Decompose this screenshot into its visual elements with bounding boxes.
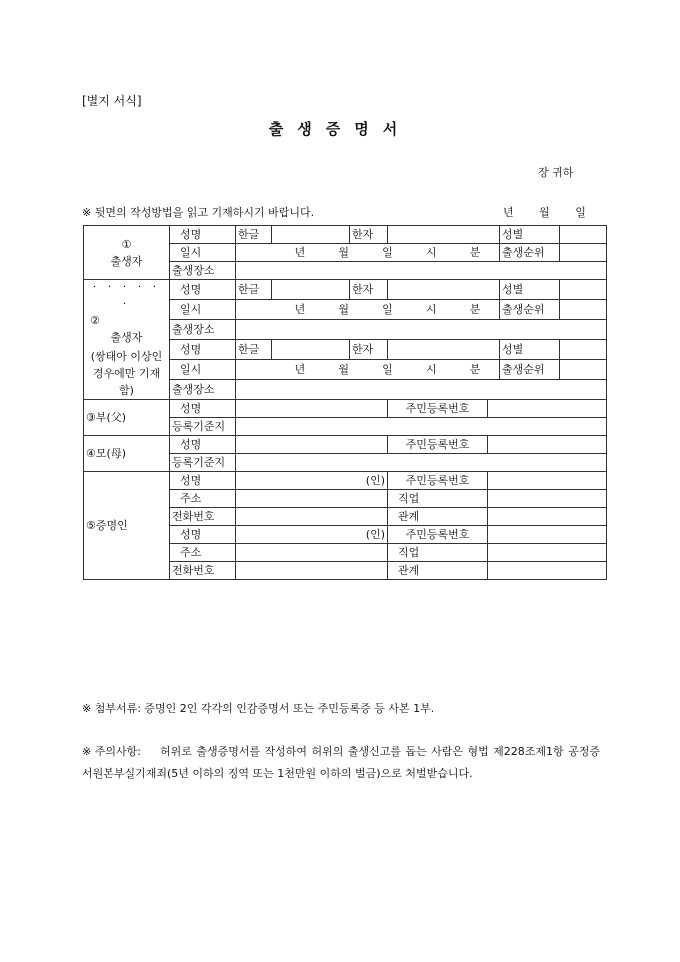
witness2-relation-field[interactable] <box>488 562 607 580</box>
father-name-field[interactable] <box>236 400 388 418</box>
address-label: 주소 <box>170 544 236 562</box>
name-label: 성명 <box>170 400 236 418</box>
instruction-text: ※ 뒷면의 작성방법을 읽고 기재하시기 바랍니다. <box>82 206 315 219</box>
datetime-label: 일시 <box>170 300 236 320</box>
day-label: 일 <box>382 303 393 316</box>
relation-label: 관계 <box>388 562 488 580</box>
witness2-address-field[interactable] <box>236 544 388 562</box>
mother-name-row <box>84 436 607 454</box>
relation-label: 관계 <box>388 508 488 526</box>
caution-note <box>82 741 600 785</box>
resident-no-label: 주민등록번호 <box>388 526 488 544</box>
newborn2-number: ② <box>90 314 100 327</box>
phone-label: 전화번호 <box>170 508 236 526</box>
witness2-phone-field[interactable] <box>236 562 388 580</box>
hour-label: 시 <box>425 363 437 376</box>
reg-base-label: 등록기준지 <box>170 418 236 436</box>
day-label: 일 <box>382 246 393 259</box>
resident-no-label: 주민등록번호 <box>388 400 488 418</box>
newborn2-birthplace-field[interactable] <box>236 320 607 340</box>
newborn2-birth-order-field[interactable] <box>560 300 607 320</box>
month-label: 월 <box>338 246 350 259</box>
witness2-job-field[interactable] <box>488 544 607 562</box>
hangul-label: 한글 <box>236 340 272 360</box>
newborn3-hanja-field[interactable] <box>388 340 500 360</box>
hour-label: 시 <box>425 246 437 259</box>
newborn1-birthplace-field[interactable] <box>236 262 607 280</box>
father-group-label: ③부(父) <box>84 400 170 436</box>
newborn1-number: ① <box>121 237 132 251</box>
father-resident-no-field[interactable] <box>488 400 607 418</box>
seal-mark: (인) <box>365 474 385 487</box>
name-label: 성명 <box>170 280 236 300</box>
seal-mark: (인) <box>365 528 385 541</box>
separator-dots: · · · · · · <box>92 280 161 310</box>
newborn2-name-row <box>84 280 607 300</box>
month-label: 월 <box>338 303 350 316</box>
newborn3-datetime-field[interactable] <box>236 360 500 380</box>
newborn2-hangul-field[interactable] <box>272 280 350 300</box>
witness1-relation-field[interactable] <box>488 508 607 526</box>
name-label: 성명 <box>170 340 236 360</box>
newborn1-name-row <box>84 226 607 244</box>
caution-text: 허위로 출생증명서를 작성하여 허위의 출생신고를 돕는 사람은 형법 제228조제1항 공정증서원본부실기재죄(5년 이하의 징역 또는 1천만원 이하의 벌금)으로 처벌받습니다. <box>82 745 600 780</box>
witness1-address-field[interactable] <box>236 490 388 508</box>
sex-label: 성별 <box>500 226 560 244</box>
birth-order-label: 출생순위 <box>500 360 560 380</box>
phone-label: 전화번호 <box>170 562 236 580</box>
year-label: 년 <box>294 303 306 316</box>
witness1-name-field[interactable] <box>236 472 388 490</box>
minute-label: 분 <box>469 363 481 376</box>
newborn1-hanja-field[interactable] <box>388 226 500 244</box>
form-label: [별지 서식] <box>82 94 142 108</box>
birthplace-label: 출생장소 <box>170 380 236 400</box>
witness-group-label: ⑤증명인 <box>84 472 170 580</box>
newborn2-datetime-field[interactable] <box>236 300 500 320</box>
hanja-label: 한자 <box>350 340 388 360</box>
name-label: 성명 <box>170 526 236 544</box>
name-label: 성명 <box>170 472 236 490</box>
hanja-label: 한자 <box>350 280 388 300</box>
year-label: 년 <box>294 246 306 259</box>
datetime-label: 일시 <box>170 244 236 262</box>
resident-no-label: 주민등록번호 <box>388 472 488 490</box>
witness1-phone-field[interactable] <box>236 508 388 526</box>
birth-order-label: 출생순위 <box>500 244 560 262</box>
datetime-label: 일시 <box>170 360 236 380</box>
birthplace-label: 출생장소 <box>170 262 236 280</box>
mother-reg-base-field[interactable] <box>236 454 607 472</box>
newborn3-hangul-field[interactable] <box>272 340 350 360</box>
name-label: 성명 <box>170 436 236 454</box>
hangul-label: 한글 <box>236 280 272 300</box>
hanja-label: 한자 <box>350 226 388 244</box>
sex-label: 성별 <box>500 340 560 360</box>
day-label: 일 <box>382 363 393 376</box>
newborn2-title: 출생자 <box>110 331 143 344</box>
year-label: 년 <box>294 363 306 376</box>
birth-certificate-table <box>83 225 607 580</box>
page-title: 출생증명서 <box>268 120 412 138</box>
newborn2-hanja-field[interactable] <box>388 280 500 300</box>
birthplace-label: 출생장소 <box>170 320 236 340</box>
name-label: 성명 <box>170 226 236 244</box>
witness1-name-row <box>84 472 607 490</box>
resident-no-label: 주민등록번호 <box>388 436 488 454</box>
father-name-row <box>84 400 607 418</box>
newborn2-note: (쌍태아 이상인 경우에만 기재함) <box>90 350 163 397</box>
newborn1-birth-order-field[interactable] <box>560 244 607 262</box>
newborn3-birthplace-field[interactable] <box>236 380 607 400</box>
sex-label: 성별 <box>500 280 560 300</box>
newborn3-birth-order-field[interactable] <box>560 360 607 380</box>
address-label: 주소 <box>170 490 236 508</box>
mother-resident-no-field[interactable] <box>488 436 607 454</box>
minute-label: 분 <box>469 246 481 259</box>
newborn1-datetime-field[interactable] <box>236 244 500 262</box>
minute-label: 분 <box>469 303 481 316</box>
father-reg-base-field[interactable] <box>236 418 607 436</box>
hour-label: 시 <box>425 303 437 316</box>
recipient: 장 귀하 <box>538 166 574 179</box>
birth-order-label: 출생순위 <box>500 300 560 320</box>
job-label: 직업 <box>388 544 488 562</box>
witness2-name-field[interactable] <box>236 526 388 544</box>
newborn3-sex-field[interactable] <box>560 340 607 360</box>
caution-label: ※ 주의사항: <box>82 745 141 758</box>
newborn2-group-label <box>84 280 170 400</box>
mother-name-field[interactable] <box>236 436 388 454</box>
date-line: 년 월 일 <box>503 206 586 219</box>
witness1-resident-no-field[interactable] <box>488 472 607 490</box>
attachment-note: ※ 첨부서류: 증명인 2인 각각의 인감증명서 또는 주민등록증 등 사본 1부. <box>82 702 435 715</box>
newborn1-title: 출생자 <box>110 254 143 268</box>
witness2-resident-no-field[interactable] <box>488 526 607 544</box>
month-label: 월 <box>338 363 350 376</box>
reg-base-label: 등록기준지 <box>170 454 236 472</box>
newborn1-hangul-field[interactable] <box>272 226 350 244</box>
job-label: 직업 <box>388 490 488 508</box>
newborn1-sex-field[interactable] <box>560 226 607 244</box>
hangul-label: 한글 <box>236 226 272 244</box>
witness1-job-field[interactable] <box>488 490 607 508</box>
newborn1-group-label <box>84 226 170 280</box>
mother-group-label: ④모(母) <box>84 436 170 472</box>
newborn2-sex-field[interactable] <box>560 280 607 300</box>
